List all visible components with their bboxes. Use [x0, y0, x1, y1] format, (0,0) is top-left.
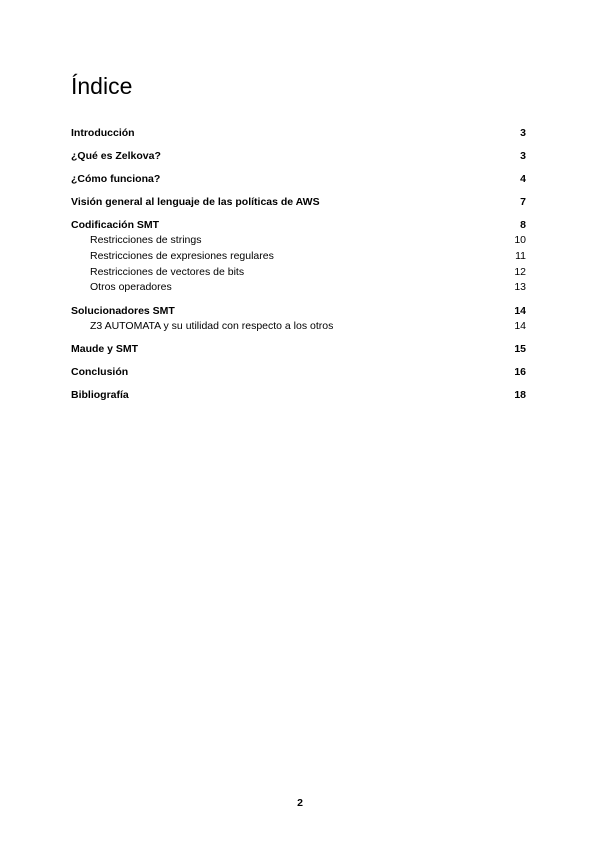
toc-entry-page: 7: [520, 196, 526, 208]
toc-entry-label: ¿Cómo funciona?: [71, 173, 161, 185]
toc-entry-label: Bibliografía: [71, 389, 129, 401]
toc-entry-z3-automata[interactable]: [90, 319, 526, 333]
toc-entry-label: Otros operadores: [90, 281, 172, 293]
toc-entry-introduccion[interactable]: [71, 126, 526, 140]
toc-entry-page: 16: [514, 366, 526, 378]
toc-entry-page: 14: [514, 320, 526, 332]
toc-entry-label: Codificación SMT: [71, 219, 160, 231]
toc-entry-page: 13: [514, 281, 526, 293]
toc-entry-restricciones-vectores[interactable]: [90, 265, 526, 279]
toc-entry-conclusion[interactable]: [71, 365, 526, 379]
toc-entry-label: Restricciones de vectores de bits: [90, 266, 245, 278]
toc-entry-page: 4: [520, 173, 526, 185]
toc-entry-como-funciona[interactable]: [71, 172, 526, 186]
toc-entry-otros-operadores[interactable]: [90, 280, 526, 294]
toc-entry-label: Conclusión: [71, 366, 129, 378]
toc-entry-page: 11: [515, 250, 526, 262]
page-title: Índice: [71, 73, 133, 99]
toc-entry-label: Z3 AUTOMATA y su utilidad con respecto a los otros: [90, 320, 334, 332]
toc-entry-page: 14: [514, 305, 526, 317]
toc-entry-bibliografia[interactable]: [71, 388, 526, 402]
toc-entry-page: 18: [514, 389, 526, 401]
toc-entry-restricciones-strings[interactable]: [90, 233, 526, 247]
toc-entry-label: ¿Qué es Zelkova?: [71, 150, 161, 162]
toc-entry-codificacion-smt[interactable]: [71, 218, 526, 232]
toc-entry-que-es-zelkova[interactable]: [71, 149, 526, 163]
toc-entry-page: 10: [514, 234, 526, 246]
toc-entry-restricciones-expresiones[interactable]: [90, 249, 526, 263]
toc-entry-page: 15: [514, 343, 526, 355]
toc-entry-label: Solucionadores SMT: [71, 305, 175, 317]
toc-entry-page: 12: [514, 266, 526, 278]
toc-entry-label: Restricciones de strings: [90, 234, 202, 246]
toc-entry-label: Introducción: [71, 127, 135, 139]
toc-entry-solucionadores-smt[interactable]: [71, 304, 526, 318]
toc-entry-label: Visión general al lenguaje de las políticas de AWS: [71, 196, 320, 208]
toc-entry-vision-general[interactable]: [71, 195, 526, 209]
toc-entry-page: 8: [520, 219, 526, 231]
toc-entry-label: Restricciones de expresiones regulares: [90, 250, 274, 262]
toc-entry-label: Maude y SMT: [71, 343, 139, 355]
page-number: 2: [297, 797, 303, 809]
toc-entry-page: 3: [520, 150, 526, 162]
toc-entry-maude-smt[interactable]: [71, 342, 526, 356]
toc-entry-page: 3: [520, 127, 526, 139]
